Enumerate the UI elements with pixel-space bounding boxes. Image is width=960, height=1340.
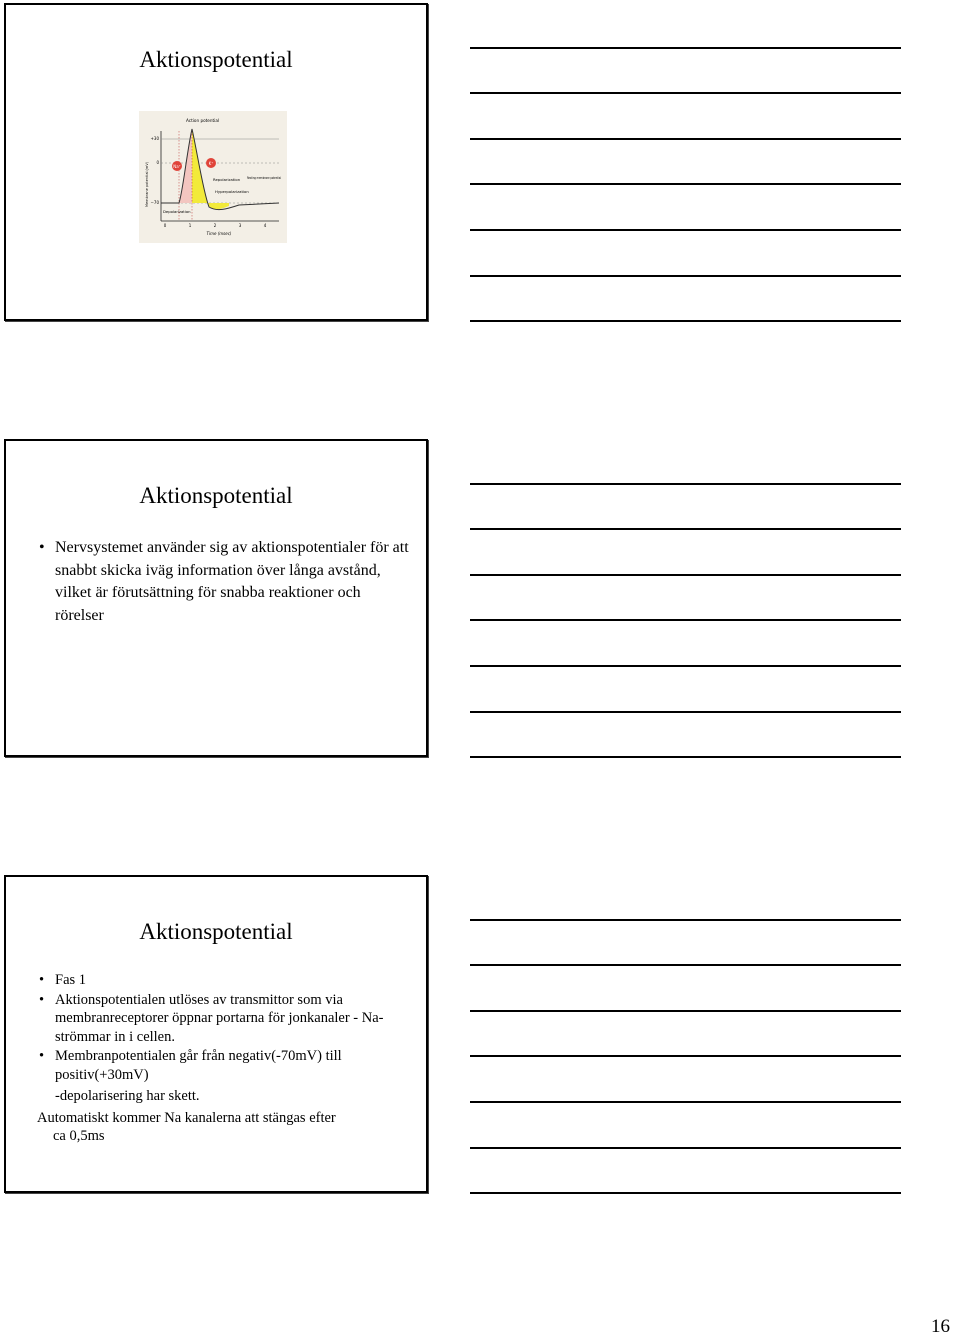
slide-title: Aktionspotential	[139, 919, 293, 944]
na-label: Na⁺	[173, 164, 181, 169]
note-line	[470, 183, 901, 185]
x-tick-label: 0	[163, 223, 167, 228]
note-line	[470, 483, 901, 485]
note-line	[470, 1101, 901, 1103]
note-line	[470, 92, 901, 94]
slide-1	[4, 3, 428, 321]
bullet-item	[39, 537, 409, 627]
note-line	[470, 47, 901, 49]
slide-title: Aktionspotential	[139, 483, 293, 508]
note-line	[470, 528, 901, 530]
x-axis-label: Time (msec)	[206, 231, 232, 236]
x-tick-label: 4	[263, 223, 267, 228]
note-line	[470, 665, 901, 667]
bullet-text: Membranpotentialen går från negativ(-70mV) till positiv(+30mV)	[55, 1048, 342, 1083]
y-tick-label: +30	[150, 136, 159, 141]
bullet-icon: •	[39, 991, 45, 1008]
note-line	[470, 1192, 901, 1194]
note-line	[470, 919, 901, 921]
y-axis-label: Membrane potential (mV)	[145, 161, 149, 207]
resting-label: Resting membrane potential	[247, 176, 282, 180]
bullet-list	[39, 537, 409, 627]
closing-line-2: ca 0,5ms	[53, 1128, 105, 1144]
hyperpolarization-label: Hyperpolarization	[215, 189, 249, 194]
action-potential-graph	[139, 111, 287, 243]
bullet-icon: •	[39, 1048, 45, 1064]
note-line	[470, 711, 901, 713]
repolarization-area	[192, 129, 229, 209]
bullet-text: Fas 1	[55, 972, 87, 988]
bullet-item	[39, 991, 419, 1047]
depolarization-label: Depolarization	[163, 209, 191, 214]
note-line	[470, 1147, 901, 1149]
y-tick-label: 0	[156, 160, 159, 165]
page-number: 16	[931, 1316, 950, 1337]
slide-2	[4, 439, 428, 757]
x-tick-label: 3	[238, 223, 242, 228]
k-label: K⁺	[208, 161, 214, 166]
bullet-text: Nervsystemet använder sig av aktionspotentialer för att snabbt skicka iväg information över långa avstånd, vilket är förutsättning för snabba reaktioner och rörelser	[55, 539, 409, 624]
closing-line-1: Automatiskt kommer Na kanalerna att stängas efter	[37, 1109, 336, 1126]
action-potential-figure	[139, 111, 287, 243]
slide-title: Aktionspotential	[139, 47, 293, 72]
bullet-item	[39, 1047, 419, 1084]
slide-3	[4, 875, 428, 1193]
y-tick-label: −70	[150, 200, 159, 205]
note-line	[470, 1010, 901, 1012]
bullet-icon: •	[39, 972, 45, 988]
note-line	[470, 1055, 901, 1057]
action-potential-label: Action potential	[186, 118, 220, 123]
note-line	[470, 574, 901, 576]
slide-body	[39, 971, 419, 1146]
repolarization-label: Repolarization	[213, 177, 241, 182]
x-tick-label: 2	[213, 223, 217, 228]
extra-line: -depolarisering har skett.	[55, 1088, 200, 1104]
bullet-text: Aktionspotentialen utlöses av transmittor som via membranreceptorer öppnar portarna för jonkanaler - Na-strömmar in i cellen.	[55, 991, 384, 1045]
note-line	[470, 320, 901, 322]
bullet-item	[39, 971, 419, 990]
note-line	[470, 964, 901, 966]
bullet-icon: •	[39, 539, 45, 556]
note-line	[470, 756, 901, 758]
bullet-list	[39, 971, 419, 1084]
note-line	[470, 275, 901, 277]
note-line	[470, 619, 901, 621]
note-line	[470, 229, 901, 231]
note-line	[470, 138, 901, 140]
closing-text	[37, 1109, 419, 1146]
x-tick-label: 1	[188, 223, 192, 228]
